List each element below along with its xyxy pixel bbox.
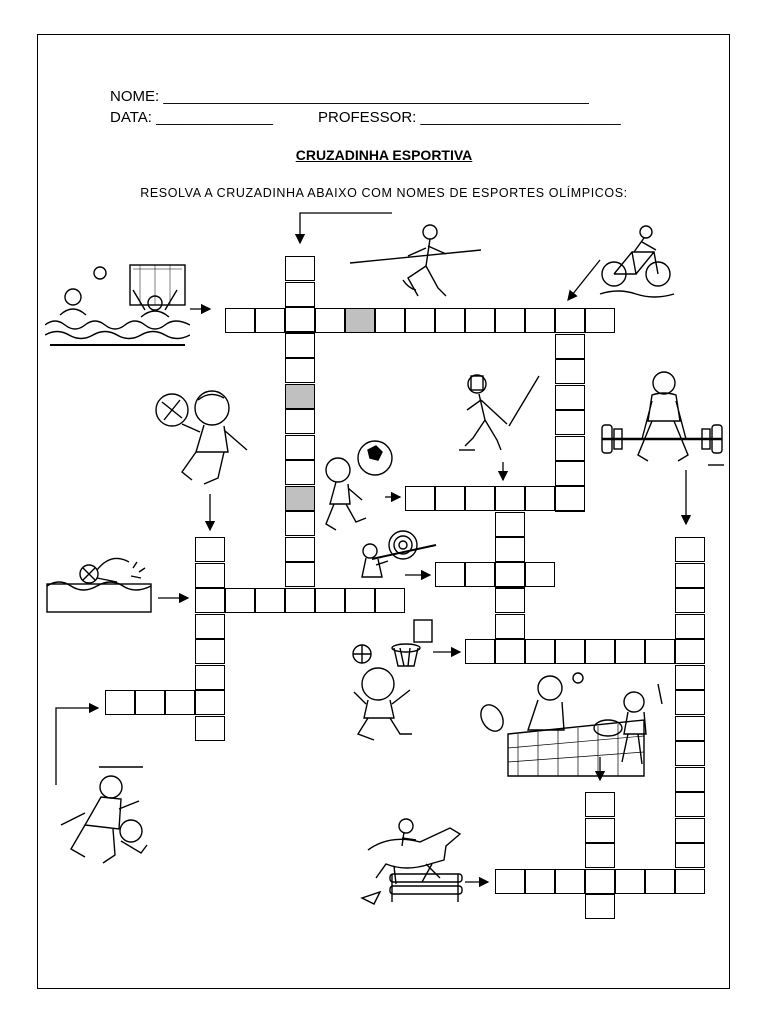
crossword-cell[interactable]	[555, 308, 585, 333]
crossword-cell[interactable]	[615, 869, 645, 894]
soccer-kick-icon	[318, 438, 396, 533]
crossword-cell[interactable]	[495, 512, 525, 537]
crossword-cell[interactable]	[315, 588, 345, 613]
crossword-cell[interactable]	[465, 486, 495, 511]
crossword-cell[interactable]	[465, 562, 495, 587]
swimming-icon	[45, 548, 153, 614]
crossword-cell[interactable]	[675, 563, 705, 588]
crossword-cell[interactable]	[285, 460, 315, 485]
crossword-cell[interactable]	[675, 537, 705, 562]
crossword-cell[interactable]	[585, 869, 615, 894]
crossword-cell[interactable]	[195, 614, 225, 639]
crossword-cell[interactable]	[195, 639, 225, 664]
teacher-field[interactable]: ________________________	[420, 109, 621, 126]
crossword-cell[interactable]	[675, 843, 705, 868]
handball-icon	[152, 380, 252, 492]
crossword-cell[interactable]	[585, 843, 615, 868]
crossword-cell[interactable]	[555, 461, 585, 486]
crossword-cell[interactable]	[585, 639, 615, 664]
crossword-cell[interactable]	[615, 639, 645, 664]
crossword-cell[interactable]	[285, 511, 315, 536]
crossword-cell[interactable]	[225, 588, 255, 613]
crossword-cell[interactable]	[675, 639, 705, 664]
crossword-cell[interactable]	[495, 308, 525, 333]
fencing-icon	[455, 370, 545, 455]
crossword-cell[interactable]	[165, 690, 195, 715]
crossword-cell[interactable]	[285, 562, 315, 587]
crossword-cell-shaded[interactable]	[285, 486, 315, 511]
crossword-cell[interactable]	[195, 588, 225, 613]
crossword-cell[interactable]	[285, 588, 315, 613]
crossword-cell[interactable]	[495, 537, 525, 562]
name-label: NOME:	[110, 88, 160, 105]
crossword-cell[interactable]	[495, 869, 525, 894]
worksheet-instruction: RESOLVA A CRUZADINHA ABAIXO COM NOMES DE ESPORTES OLÍMPICOS:	[140, 186, 628, 200]
crossword-cell[interactable]	[285, 307, 315, 332]
crossword-cell[interactable]	[345, 588, 375, 613]
crossword-cell[interactable]	[555, 869, 585, 894]
crossword-cell[interactable]	[555, 410, 585, 435]
crossword-cell[interactable]	[585, 308, 615, 333]
crossword-cell[interactable]	[555, 334, 585, 359]
crossword-cell[interactable]	[675, 792, 705, 817]
crossword-cell[interactable]	[555, 639, 585, 664]
crossword-cell[interactable]	[285, 333, 315, 358]
crossword-cell[interactable]	[375, 588, 405, 613]
crossword-cell[interactable]	[465, 308, 495, 333]
water-polo-icon	[45, 255, 190, 350]
crossword-cell[interactable]	[525, 308, 555, 333]
crossword-cell[interactable]	[495, 614, 525, 639]
crossword-cell[interactable]	[105, 690, 135, 715]
crossword-cell[interactable]	[555, 359, 585, 384]
crossword-cell[interactable]	[525, 562, 555, 587]
crossword-cell[interactable]	[285, 537, 315, 562]
crossword-cell[interactable]	[525, 869, 555, 894]
crossword-cell[interactable]	[675, 665, 705, 690]
basketball-icon	[340, 618, 436, 743]
crossword-cell[interactable]	[675, 588, 705, 613]
crossword-cell[interactable]	[585, 894, 615, 919]
crossword-cell[interactable]	[315, 308, 345, 333]
crossword-cell[interactable]	[555, 385, 585, 410]
crossword-cell[interactable]	[645, 869, 675, 894]
crossword-cell[interactable]	[195, 665, 225, 690]
crossword-cell[interactable]	[405, 308, 435, 333]
crossword-cell[interactable]	[675, 741, 705, 766]
crossword-cell[interactable]	[255, 308, 285, 333]
shooting-icon	[348, 525, 438, 580]
crossword-cell[interactable]	[495, 562, 525, 587]
crossword-cell[interactable]	[285, 409, 315, 434]
tennis-icon	[478, 668, 678, 783]
worksheet-title: CRUZADINHA ESPORTIVA	[295, 147, 473, 163]
crossword-cell[interactable]	[435, 562, 465, 587]
name-field[interactable]: ___________________________________________________	[163, 88, 589, 105]
cycling-icon	[598, 222, 676, 300]
crossword-cell-shaded[interactable]	[345, 308, 375, 333]
date-field[interactable]: ______________	[156, 109, 273, 126]
crossword-cell[interactable]	[405, 486, 435, 511]
crossword-cell[interactable]	[195, 690, 225, 715]
equestrian-icon	[360, 812, 465, 907]
crossword-cell[interactable]	[675, 690, 705, 715]
crossword-cell[interactable]	[465, 639, 495, 664]
weightlifting-icon	[598, 365, 726, 470]
crossword-cell[interactable]	[675, 818, 705, 843]
crossword-cell[interactable]	[435, 308, 465, 333]
crossword-cell[interactable]	[555, 486, 585, 511]
crossword-cell[interactable]	[135, 690, 165, 715]
crossword-cell[interactable]	[285, 256, 315, 281]
crossword-cell[interactable]	[435, 486, 465, 511]
crossword-cell[interactable]	[495, 486, 525, 511]
crossword-cell[interactable]	[675, 869, 705, 894]
crossword-cell[interactable]	[675, 767, 705, 792]
crossword-cell[interactable]	[195, 537, 225, 562]
crossword-cell[interactable]	[675, 716, 705, 741]
judo-icon	[55, 765, 153, 865]
crossword-cell[interactable]	[525, 639, 555, 664]
crossword-cell[interactable]	[645, 639, 675, 664]
crossword-cell[interactable]	[195, 563, 225, 588]
crossword-cell[interactable]	[255, 588, 285, 613]
crossword-cell[interactable]	[585, 792, 615, 817]
crossword-cell[interactable]	[375, 308, 405, 333]
crossword-cell[interactable]	[525, 486, 555, 511]
crossword-cell[interactable]	[285, 435, 315, 460]
crossword-cell[interactable]	[585, 818, 615, 843]
date-label: DATA:	[110, 109, 152, 126]
teacher-label: PROFESSOR:	[318, 109, 417, 126]
crossword-cell[interactable]	[495, 639, 525, 664]
crossword-cell[interactable]	[495, 588, 525, 613]
crossword-cell[interactable]	[675, 614, 705, 639]
crossword-cell[interactable]	[225, 308, 255, 333]
javelin-icon	[348, 218, 483, 303]
crossword-cell-shaded[interactable]	[285, 384, 315, 409]
crossword-cell[interactable]	[555, 436, 585, 461]
crossword-cell[interactable]	[195, 716, 225, 741]
crossword-cell[interactable]	[285, 282, 315, 307]
crossword-cell[interactable]	[285, 358, 315, 383]
